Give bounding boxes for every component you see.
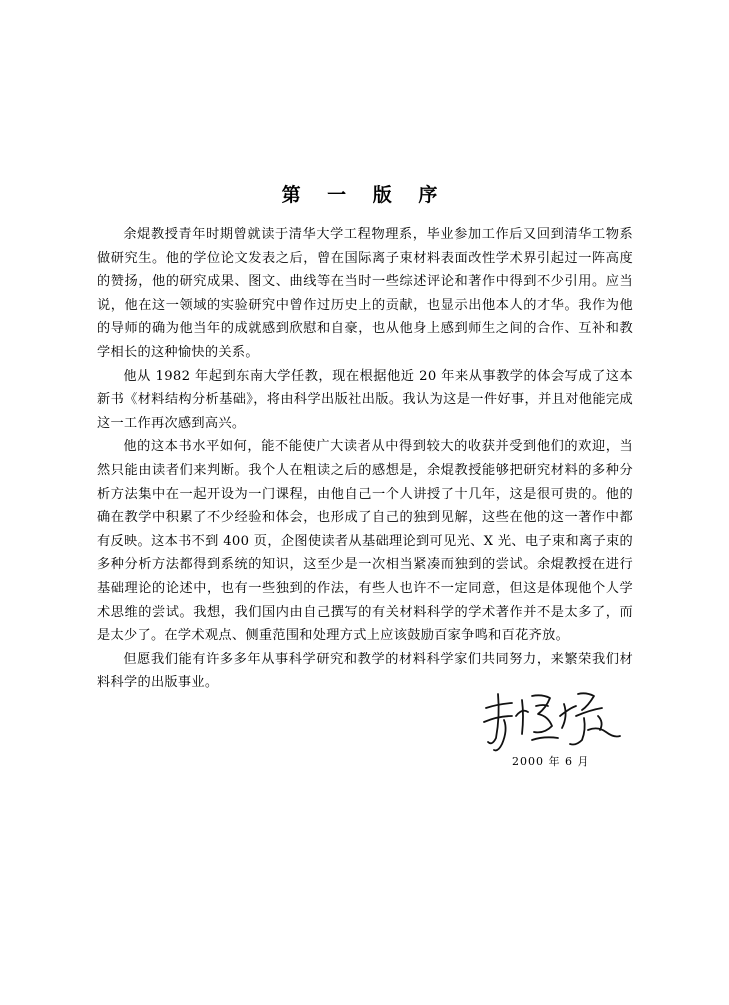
preface-body: [97, 223, 633, 695]
paragraph-1: 余焜教授青年时期曾就读于清华大学工程物理系，毕业参加工作后又回到清华工物系做研究生。他的学位论文发表之后，曾在国际离子束材料表面改性学术界引起过一阵高度的赞扬，他的研究成果、图文、曲线等在当时一些综述评论和著作中得到不少引用。应当说，他在这一领域的实验研究中曾作过历史上的贡献，也显示出他本人的才华。我作为他的导师的确为他当年的成就感到欣慰和自豪，也从他身上感到师生之间的合作、互补和教学相长的这种愉快的关系。: [97, 227, 633, 360]
paragraph-2: 他从 1982 年起到东南大学任教，现在根据他近 20 年来从事教学的体会写成了这本新书《材料结构分析基础》，将由科学出版社出版。我认为这是一件好事，并且对他能完成这一工作再次感到高兴。: [97, 368, 633, 431]
paragraph-3: 他的这本书水平如何，能不能使广大读者从中得到较大的收获并受到他们的欢迎，当然只能由读者们来判断。我个人在粗读之后的感想是，余焜教授能够把研究材料的多种分析方法集中在一起开设为一门课程，由他自己一个人讲授了十几年，这是很可贵的。他的确在教学中积累了不少经验和体会，也形成了自己的独到见解，这些在他的这一著作中都有反映。这本书不到 400 页，企图使读者从基础理论到可见光、X 光、电子束和离子束的多种分析方法都得到系统的知识，这至少是一次相当紧凑而独到的尝试。余焜教授在进行基础理论的论述中，也有一些独到的作法，有些人也许不一定同意，但这是体现他个人学术思维的尝试。我想，我们国内由自己撰写的有关材料科学的学术著作并不是太多了，而是太少了。在学术观点、侧重范围和处理方式上应该鼓励百家争鸣和百花齐放。: [97, 439, 633, 644]
date-label: 2000 年 6 月: [512, 755, 590, 768]
handwritten-signature: [478, 686, 628, 756]
paragraph-4: 但愿我们能有许多多年从事科学研究和教学的材料科学家们共同努力，来繁荣我们材料科学的出版事业。: [97, 651, 633, 691]
page-title: 第 一 版 序: [281, 184, 448, 206]
